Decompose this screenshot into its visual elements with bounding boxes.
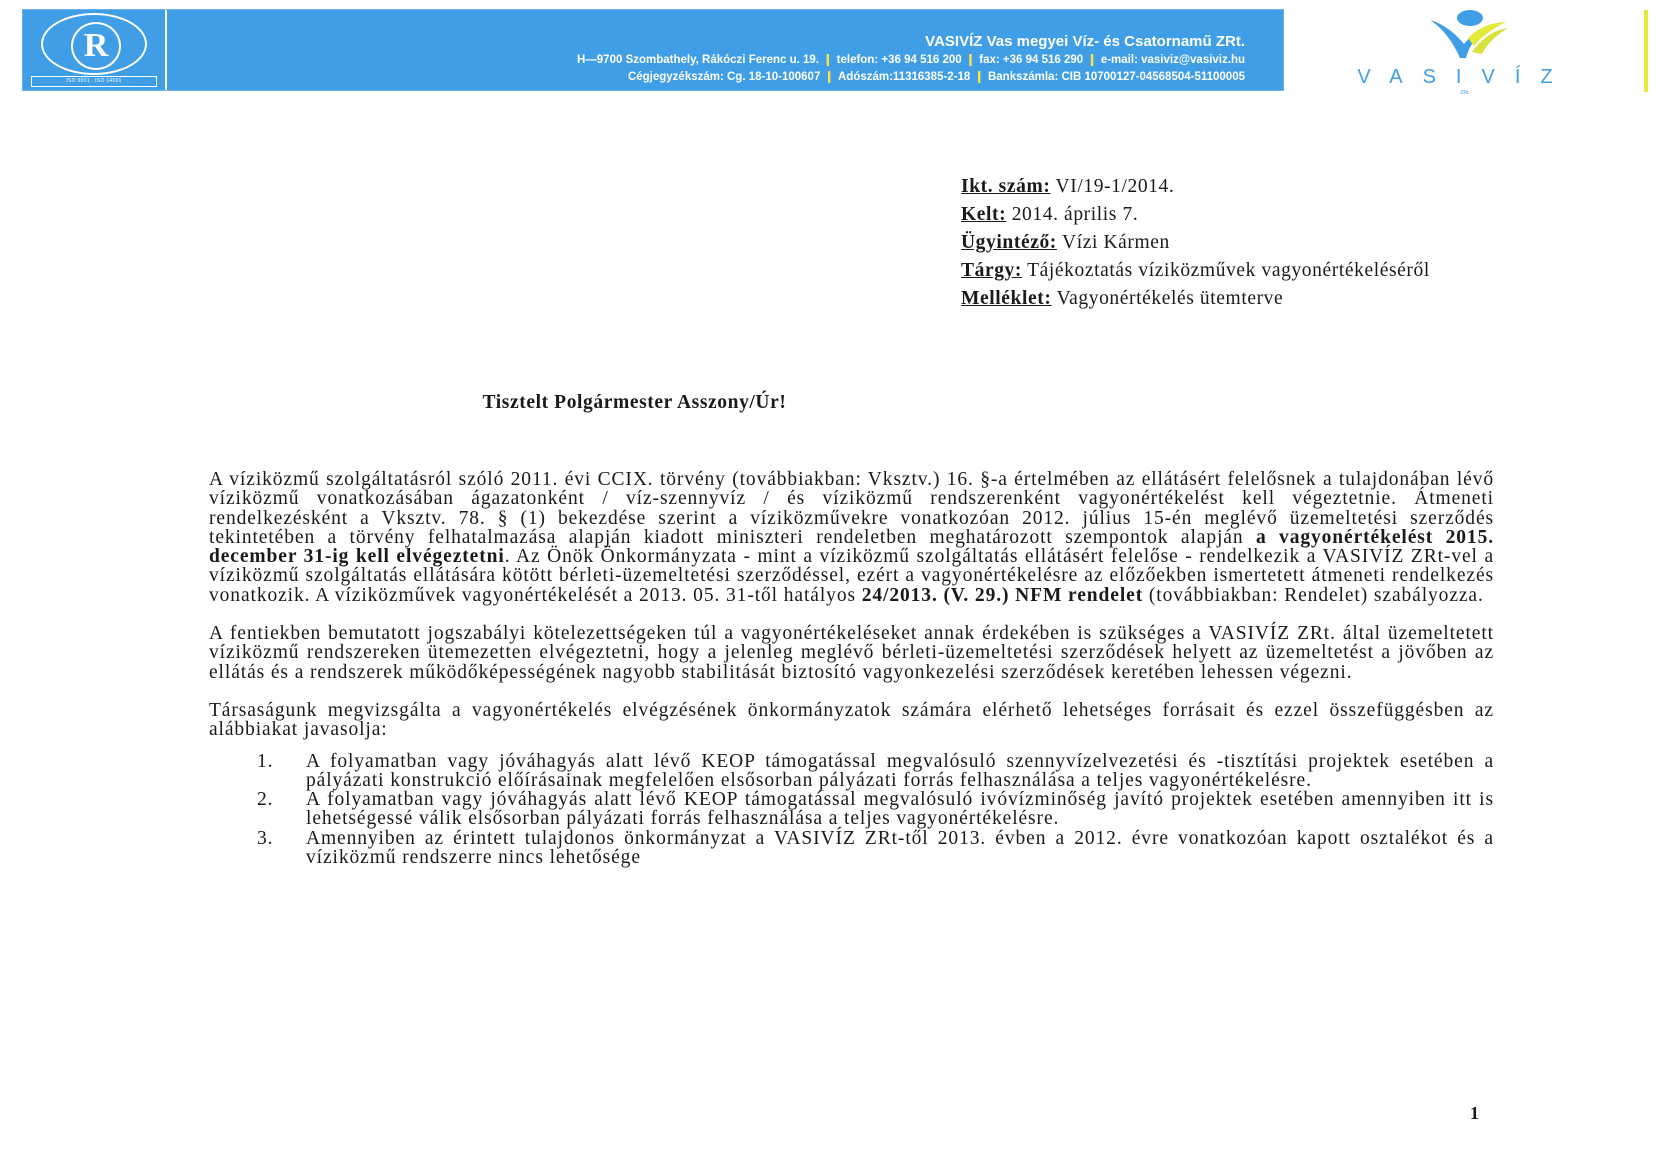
list-item <box>209 829 1494 868</box>
subject-label: Tárgy: <box>961 260 1023 281</box>
water-drop-logo-icon <box>1412 8 1518 66</box>
page-number: 1 <box>1470 1103 1479 1123</box>
filing-number-label: Ikt. szám: <box>961 176 1051 197</box>
company-contact-line: H—9700 Szombathely, Rákóczi Ferenc u. 19. ❙ telefon: +36 94 516 200 ❙ fax: +36 94 516 290 ❙ e-mail: vasiviz@vasiviz.hu <box>576 54 1245 66</box>
paragraph-1-part-e: (továbbiakban: Rendelet) szabályozza. <box>1143 584 1484 606</box>
paragraph-2: A fentiekben bemutatott jogszabályi kötelezettségeken túl a vagyonértékeléseket annak érdekében is szükséges a VASIVÍZ ZRt. által üzemeltetett víziközmű rendszereken ütemezetten elvégeztetni, hogy a jelenleg meglévő bérleti-üzemeltetési szerződések helyett az üzemeltetést a jövőben az ellátás és a rendszerek működőképességének nagyobb stabilitását biztosító vagyonkezelési szerződések keretében lehessen végezni. <box>209 623 1494 683</box>
list-item-text: A folyamatban vagy jóváhagyás alatt lévő KEOP támogatással megvalósuló ivóvízminőség javító projektek esetében amennyiben itt is lehetségessé válik elsősorban pályázati forrás felhasználása a teljes vagyonértékelésre. <box>306 789 1494 830</box>
case-handler-value: Vízi Kármen <box>1056 232 1170 253</box>
proposal-list <box>209 752 1494 868</box>
letter-body <box>209 470 1494 867</box>
letterhead-banner <box>22 9 1284 91</box>
paragraph-1-part-c: . Az Önök Önkormányzata - mint a víziközmű szolgáltatás ellátásért felelőse - rendelkezik a VASIVÍZ ZRt-vel a víziközmű szolgáltatás ellátására kötött bérleti-üzemeltetési szerződéssel, ezért a vagyonértékelésre az előzőekben ismertetett átmeneti rendelkezés vonatkozik. A víziközművek vagyonértékelését a 2013. 05. 31-től hatályos <box>209 546 1494 606</box>
company-registry: Cégjegyzékszám: Cg. 18-10-100607 <box>627 71 821 83</box>
company-bank: Bankszámla: CIB 10700127-04568504-51100005 <box>987 71 1245 83</box>
vasiviz-logo <box>1320 8 1610 94</box>
list-item-number: 1. <box>257 750 274 772</box>
list-item-number: 3. <box>257 827 274 849</box>
date-label: Kelt: <box>961 204 1007 225</box>
subject-row <box>961 260 1501 281</box>
paragraph-3: Társaságunk megvizsgálta a vagyonértékelés elvégzésének önkormányzatok számára elérhető lehetséges forrásait és ezzel összefüggésben az alábbiakat javasolja: <box>209 699 1494 741</box>
list-item <box>209 752 1494 791</box>
filing-number-row <box>961 176 1501 197</box>
case-handler-row <box>961 232 1501 253</box>
certification-band: ISO 9001 · ISO 14001 <box>31 76 157 87</box>
reference-block <box>961 176 1501 316</box>
logo-wordmark: VASIVÍZ <box>1357 66 1573 88</box>
salutation-text: Tisztelt Polgármester Asszony/Úr! <box>482 392 787 413</box>
filing-number-value: VI/19-1/2014. <box>1050 176 1175 197</box>
edge-accent-bar <box>1644 10 1648 92</box>
company-phone: telefon: +36 94 516 200 <box>836 54 962 66</box>
company-email: e-mail: vasiviz@vasiviz.hu <box>1100 54 1245 66</box>
certification-letter: R <box>71 22 121 70</box>
logo-subtext: ZRt. <box>1460 90 1470 96</box>
list-item-text: A folyamatban vagy jóváhagyás alatt lévő KEOP támogatással megvalósuló szennyvízelvezetési és -tisztítási projektek esetében a pályázati konstrukció előírásainak megfelelően elsősorban pályázati forrás felhasználása a teljes vagyonértékelésre. <box>306 750 1494 791</box>
paragraph-1-part-a: A víziközmű szolgáltatásról szóló 2011. évi CCIX. törvény (továbbiakban: Vksztv.) 16. §-a értelmében az ellátásért felelősnek a tulajdonában lévő víziközmű vonatkozásában ágazatonként / víz-szennyvíz / és víziközmű rendszerenként vagyonértékelést kell végeztetnie. Átmeneti rendelkezésként a Vksztv. 78. § (1) bekezdése szerint a víziközművekre vonatkozóan 2012. július 15-én meglévő üzemeltetési szerződés tekintetében a törvény felhatalmazása alapján kiadott miniszteri rendeletben meghatározott szempontok alapján <box>209 469 1494 548</box>
list-item-number: 2. <box>257 789 274 811</box>
attachment-row <box>961 288 1501 309</box>
company-address: H—9700 Szombathely, Rákóczi Ferenc u. 19. <box>576 54 820 66</box>
date-row <box>961 204 1501 225</box>
company-info <box>577 32 1245 86</box>
subject-value: Tájékoztatás víziközművek vagyonértékeléséről <box>1022 260 1430 281</box>
list-item <box>209 790 1494 829</box>
company-title: VASIVÍZ Vas megyei Víz- és Csatornamű ZRt. <box>925 33 1245 50</box>
company-registry-line: Cégjegyzékszám: Cg. 18-10-100607 ❙ Adószám:11316385-2-18 ❙ Bankszámla: CIB 10700127-04568504-51100005 <box>627 71 1245 83</box>
attachment-label: Melléklet: <box>961 288 1052 309</box>
paragraph-1-regulation: 24/2013. (V. 29.) NFM rendelet <box>861 584 1144 606</box>
case-handler-label: Ügyintéző: <box>961 232 1057 253</box>
company-fax: fax: +36 94 516 290 <box>979 54 1084 66</box>
date-value: 2014. április 7. <box>1006 204 1139 225</box>
salutation <box>0 392 1269 414</box>
certification-badge <box>23 10 167 90</box>
list-item-text: Amennyiben az érintett tulajdonos önkormányzat a VASIVÍZ ZRt-től 2013. évben a 2012. évre vonatkozóan kapott osztalékot és a víziközmű rendszerre nincs lehetősége <box>306 827 1494 869</box>
paragraph-1 <box>209 470 1494 605</box>
company-tax: Adószám:11316385-2-18 <box>837 71 971 83</box>
paragraph-1-deadline: a vagyonértékelést 2015. december 31-ig kell elvégeztetni <box>209 526 1495 568</box>
certification-seal-icon <box>41 13 147 75</box>
attachment-value: Vagyonértékelés ütemterve <box>1051 288 1284 309</box>
